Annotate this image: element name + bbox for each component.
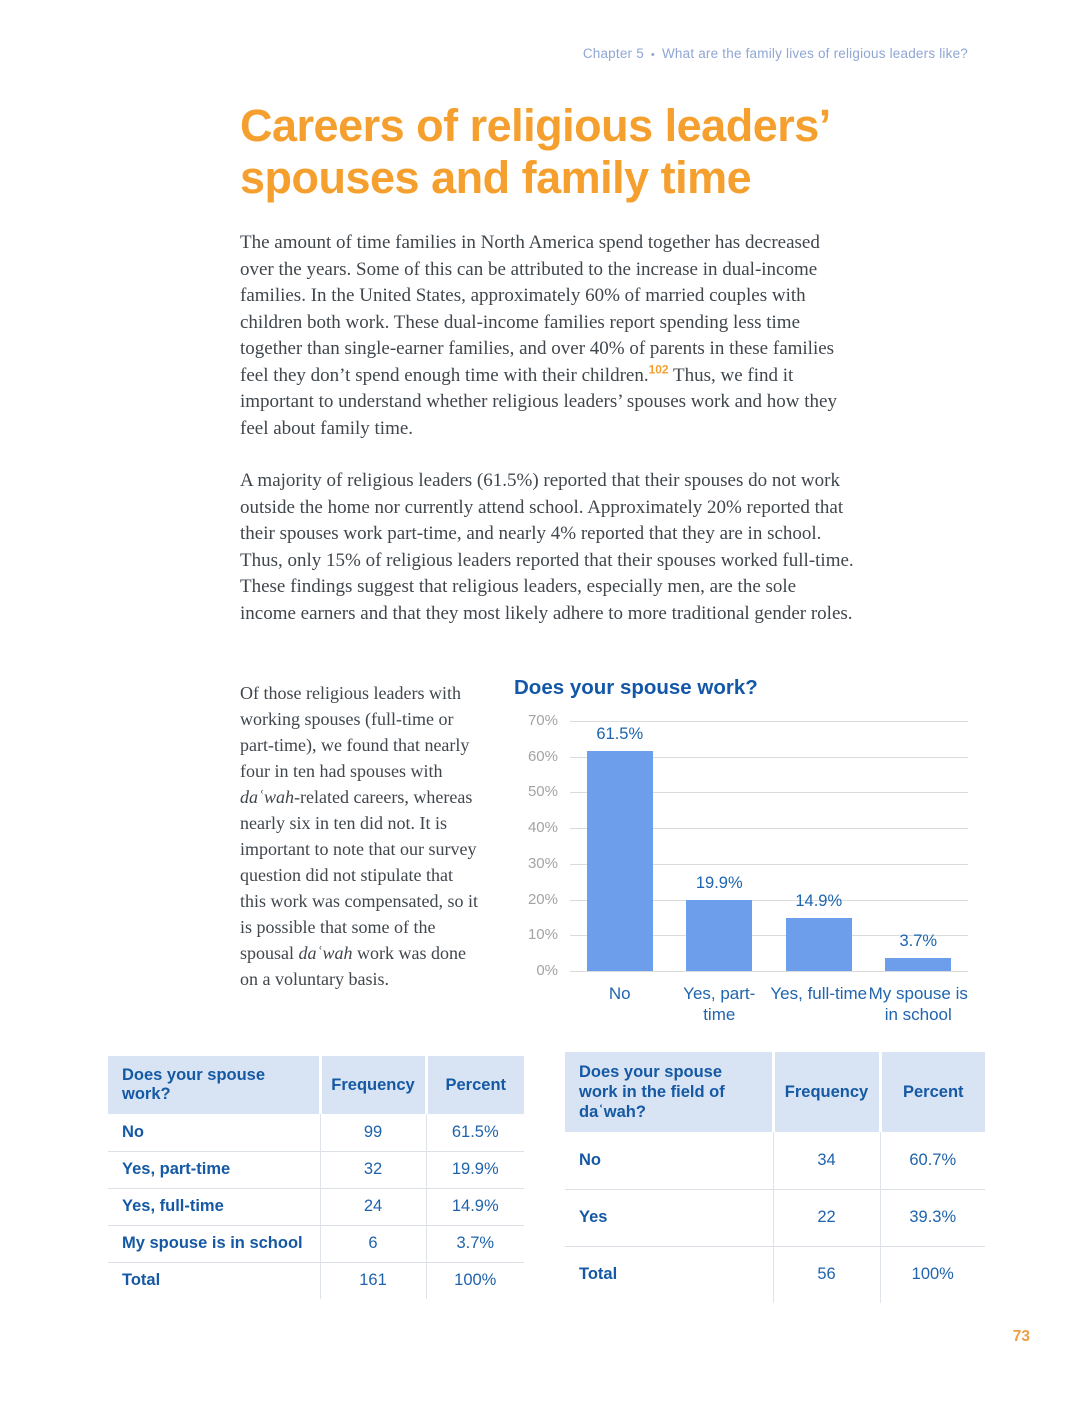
- table-total-row: [565, 1246, 985, 1303]
- row-label: Total: [565, 1246, 773, 1303]
- table-row: [108, 1114, 524, 1151]
- percent-value: 60.7%: [880, 1132, 985, 1189]
- paragraph-text: -related careers, whereas nearly six in ten did not. It is important to note that our survey question did not stipulate that this work was compensated, so it is possible that some of the spousal: [240, 787, 478, 963]
- y-tick: 40%: [527, 819, 558, 837]
- spouse-work-bar-chart: [514, 676, 970, 1025]
- frequency-value: 161: [320, 1262, 426, 1299]
- frequency-value: 24: [320, 1188, 426, 1225]
- y-tick: 70%: [527, 712, 558, 729]
- paragraph-text: Thus, we find it important to understand whether religious leaders’ spouses work and how they feel about family time.: [240, 364, 837, 439]
- running-header: [583, 46, 968, 61]
- y-tick: 50%: [527, 783, 558, 801]
- y-tick: 10%: [527, 926, 558, 944]
- bar-value-label: 3.7%: [899, 931, 938, 950]
- x-label-no: No: [608, 984, 631, 1003]
- paragraph-text: Of those religious leaders with working spouses (full-time or part-time), we found that nearly four in ten had spouses with: [240, 683, 470, 781]
- bar: [786, 918, 852, 971]
- italic-term-dawah: daʿwah: [298, 943, 353, 963]
- page-title-line1: Careers of religious leaders’: [240, 100, 831, 151]
- paragraph-text: work was done on a voluntary basis.: [240, 943, 466, 989]
- row-label: Total: [108, 1262, 320, 1299]
- bar-value-label: 14.9%: [795, 891, 843, 910]
- dawah-field-table: [565, 1052, 985, 1303]
- x-label-in-school: My spouse is in school: [868, 984, 968, 1024]
- italic-term-dawah: daʿwah: [240, 787, 294, 807]
- spouse-work-table: [108, 1056, 524, 1299]
- frequency-value: 99: [320, 1114, 426, 1151]
- column-header-question: Does your spouse work in the field of daʿwah?: [565, 1052, 773, 1132]
- page-number: 73: [1012, 1328, 1030, 1345]
- percent-value: 100%: [426, 1262, 524, 1299]
- bar: [686, 900, 752, 971]
- chapter-title: What are the family lives of religious leaders like?: [661, 46, 968, 61]
- gridline-0: [536, 962, 968, 979]
- paragraph-text: The amount of time families in North America spend together has decreased over the years. Some of this can be attributed to the increase in dual-income families. In the United States, approximately 60% of married couples with children both work. These dual-income families report spending less time together than single-earner families, and over 40% of parents in these families feel they don’t spend enough time with their children.: [240, 232, 835, 386]
- bar: [885, 958, 951, 971]
- chapter-label: Chapter 5: [582, 46, 644, 61]
- footnote-ref-102: 102: [648, 362, 669, 377]
- table-row: [108, 1188, 524, 1225]
- table-row: [108, 1225, 524, 1262]
- y-tick: 60%: [527, 747, 558, 765]
- frequency-value: 34: [773, 1132, 880, 1189]
- frequency-value: 32: [320, 1151, 426, 1188]
- bar-value-label: 19.9%: [695, 873, 743, 892]
- column-header-percent: Percent: [880, 1052, 985, 1132]
- bar-group-no: [587, 721, 653, 971]
- percent-value: 19.9%: [426, 1151, 524, 1188]
- y-tick: 20%: [527, 890, 558, 908]
- paragraph-family-time: [240, 230, 854, 442]
- y-tick: 0%: [536, 962, 558, 979]
- page-title: [240, 100, 900, 204]
- percent-value: 14.9%: [426, 1188, 524, 1225]
- paragraph-majority: A majority of religious leaders (61.5%) reported that their spouses do not work outside the home nor currently attend school. Approximately 20% reported that their spouses work part-time, and nearly 4% reported that they are in school. Thus, only 15% of religious leaders reported that their spouses worked full-time. These findings suggest that religious leaders, especially men, are the sole income earners and that they most likely adhere to more traditional gender roles.: [240, 470, 854, 624]
- x-label-part-time: Yes, part-time: [683, 984, 756, 1024]
- chart-title: Does your spouse work?: [514, 676, 758, 699]
- x-axis-labels: [570, 983, 968, 1025]
- bar: [587, 751, 653, 971]
- bar-group-in-school: [885, 721, 951, 971]
- x-label-full-time: Yes, full-time: [770, 984, 868, 1003]
- row-label: My spouse is in school: [108, 1225, 320, 1262]
- row-label: Yes, full-time: [108, 1188, 320, 1225]
- frequency-value: 6: [320, 1225, 426, 1262]
- percent-value: 61.5%: [426, 1114, 524, 1151]
- column-header-frequency: Frequency: [773, 1052, 880, 1132]
- table-row: [565, 1189, 985, 1246]
- table-total-row: [108, 1262, 524, 1299]
- chart-plot-area: [527, 712, 968, 979]
- bar-group-part-time: [686, 721, 752, 971]
- percent-value: 39.3%: [880, 1189, 985, 1246]
- bar-group-full-time: [786, 721, 852, 971]
- table-header-row: [565, 1052, 985, 1132]
- table-row: [108, 1151, 524, 1188]
- row-label: Yes: [565, 1189, 773, 1246]
- row-label: Yes, part-time: [108, 1151, 320, 1188]
- bar-value-label: 61.5%: [596, 725, 644, 744]
- paragraph-dawah-careers: [240, 680, 480, 992]
- column-header-question: Does your spouse work?: [108, 1056, 320, 1114]
- table-row: [565, 1132, 985, 1189]
- y-tick: 30%: [527, 854, 558, 872]
- percent-value: 3.7%: [426, 1225, 524, 1262]
- page-title-line2: spouses and family time: [240, 152, 752, 204]
- column-header-frequency: Frequency: [320, 1056, 426, 1114]
- frequency-value: 56: [773, 1246, 880, 1303]
- percent-value: 100%: [880, 1246, 985, 1303]
- header-separator: •: [650, 49, 655, 61]
- table-header-row: [108, 1056, 524, 1114]
- row-label: No: [579, 1150, 601, 1169]
- row-label: No: [122, 1122, 144, 1141]
- frequency-value: 22: [773, 1189, 880, 1246]
- column-header-percent: Percent: [426, 1056, 524, 1114]
